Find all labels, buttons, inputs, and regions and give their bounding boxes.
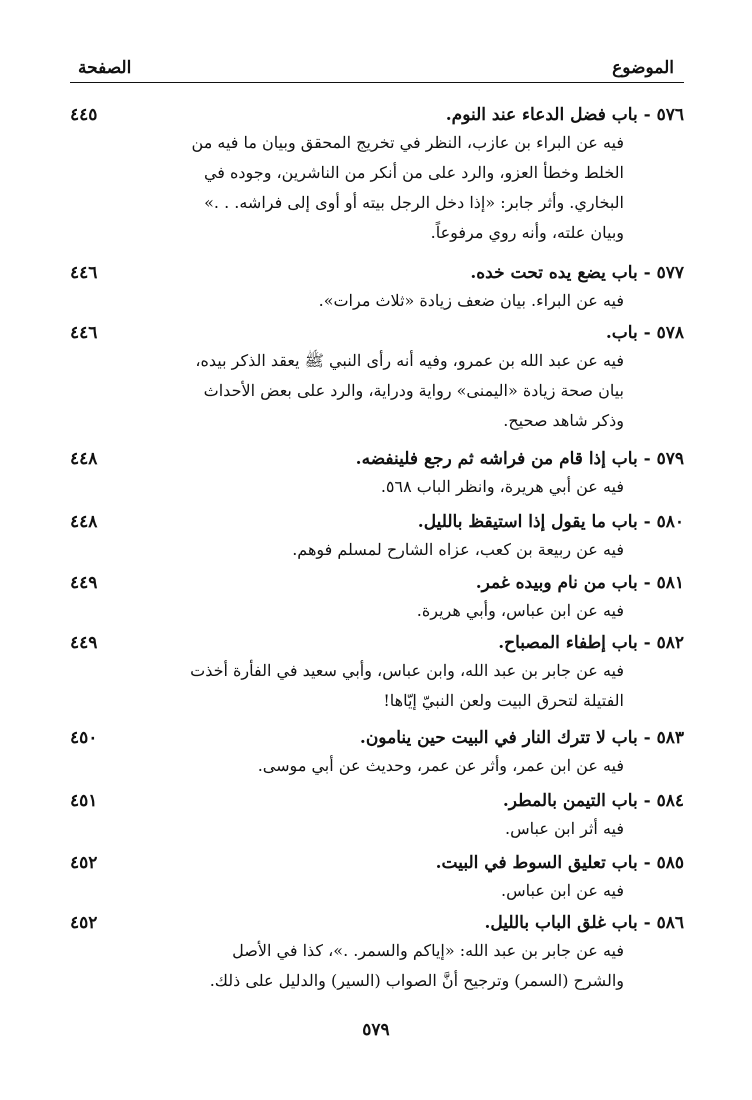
index-entry bbox=[70, 912, 684, 996]
entry-title: ٥٨٠ - باب ما يقول إذا استيقظ بالليل. bbox=[417, 512, 684, 532]
index-entry bbox=[70, 448, 684, 502]
entry-page: ٤٤٨ bbox=[70, 512, 98, 532]
index-entry bbox=[70, 632, 684, 716]
index-entry bbox=[70, 572, 684, 626]
entry-title: ٥٨١ - باب من نام وبيده غمر. bbox=[475, 573, 684, 593]
entry-description: فيه عن ابن عمر، وأثر عن عمر، وحديث عن أبي موسى. bbox=[257, 756, 624, 775]
entry-description: فيه عن البراء. بيان ضعف زيادة «ثلاث مرات». bbox=[318, 291, 624, 310]
page-number: ٥٧٩ bbox=[362, 1020, 390, 1040]
entry-description: فيه عن ربيعة بن كعب، عزاه الشارح لمسلم فوهم. bbox=[292, 540, 624, 559]
entry-title: ٥٨٣ - باب لا تترك النار في البيت حين ينامون. bbox=[359, 728, 684, 748]
entry-title: ٥٧٨ - باب. bbox=[605, 323, 684, 343]
entry-page: ٤٤٨ bbox=[70, 449, 98, 469]
topic-column-header: الموضوع bbox=[612, 58, 674, 78]
entry-title: ٥٨٢ - باب إطفاء المصباح. bbox=[498, 633, 684, 653]
entry-description: فيه أثر ابن عباس. bbox=[505, 819, 624, 838]
entry-description: فيه عن جابر بن عبد الله، وابن عباس، وأبي سعيد في الفأرة أخذت الفتيلة لتحرق البيت ولعن النبيّ إيّاها! bbox=[190, 661, 624, 710]
entry-description: فيه عن ابن عباس. bbox=[501, 881, 624, 900]
entry-page: ٤٤٥ bbox=[70, 105, 98, 125]
entry-title: ٥٧٩ - باب إذا قام من فراشه ثم رجع فلينفضه. bbox=[355, 449, 684, 469]
index-entry bbox=[70, 790, 684, 844]
index-entry bbox=[70, 262, 684, 316]
index-entry bbox=[70, 322, 684, 436]
index-entry bbox=[70, 727, 684, 781]
entry-title: ٥٨٤ - باب التيمن بالمطر. bbox=[502, 791, 684, 811]
entry-page: ٤٤٩ bbox=[70, 633, 98, 653]
entry-page: ٤٥٢ bbox=[70, 853, 98, 873]
entry-page: ٤٤٦ bbox=[70, 323, 98, 343]
index-entry bbox=[70, 104, 684, 248]
entry-description: فيه عن البراء بن عازب، النظر في تخريج المحقق وبيان ما فيه من الخلط وخطأ العزو، والرد على من أنكر من الناشرين، وجوده في البخاري. وأثر جابر: «إذا دخل الرجل بيته أو أوى إلى فراشه. . .» وبيان علته، وأنه روي مرفوعاً. bbox=[191, 133, 624, 242]
header-rule bbox=[70, 82, 684, 83]
entry-title: ٥٨٥ - باب تعليق السوط في البيت. bbox=[435, 853, 684, 873]
entry-description: فيه عن عبد الله بن عمرو، وفيه أنه رأى النبي ﷺ يعقد الذكر بيده، بيان صحة زيادة «اليمنى» رواية ودراية، والرد على بعض الأحداث وذكر شاهد صحيح. bbox=[195, 351, 624, 430]
entry-description: فيه عن ابن عباس، وأبي هريرة. bbox=[416, 601, 624, 620]
entry-description: فيه عن جابر بن عبد الله: «إياكم والسمر. .»، كذا في الأصل والشرح (السمر) وترجيح أنَّ الصواب (السير) والدليل على ذلك. bbox=[209, 941, 624, 990]
entry-page: ٤٥١ bbox=[70, 791, 98, 811]
index-entry bbox=[70, 852, 684, 906]
entry-title: ٥٧٧ - باب يضع يده تحت خده. bbox=[470, 263, 684, 283]
entry-page: ٤٤٦ bbox=[70, 263, 98, 283]
entry-title: ٥٨٦ - باب غلق الباب بالليل. bbox=[484, 913, 684, 933]
entry-description: فيه عن أبي هريرة، وانظر الباب ٥٦٨. bbox=[380, 477, 624, 496]
index-entry bbox=[70, 511, 684, 565]
entry-page: ٤٥٢ bbox=[70, 913, 98, 933]
entry-title: ٥٧٦ - باب فضل الدعاء عند النوم. bbox=[445, 105, 684, 125]
entry-page: ٤٥٠ bbox=[70, 728, 98, 748]
page-column-header: الصفحة bbox=[78, 58, 132, 78]
entry-page: ٤٤٩ bbox=[70, 573, 98, 593]
